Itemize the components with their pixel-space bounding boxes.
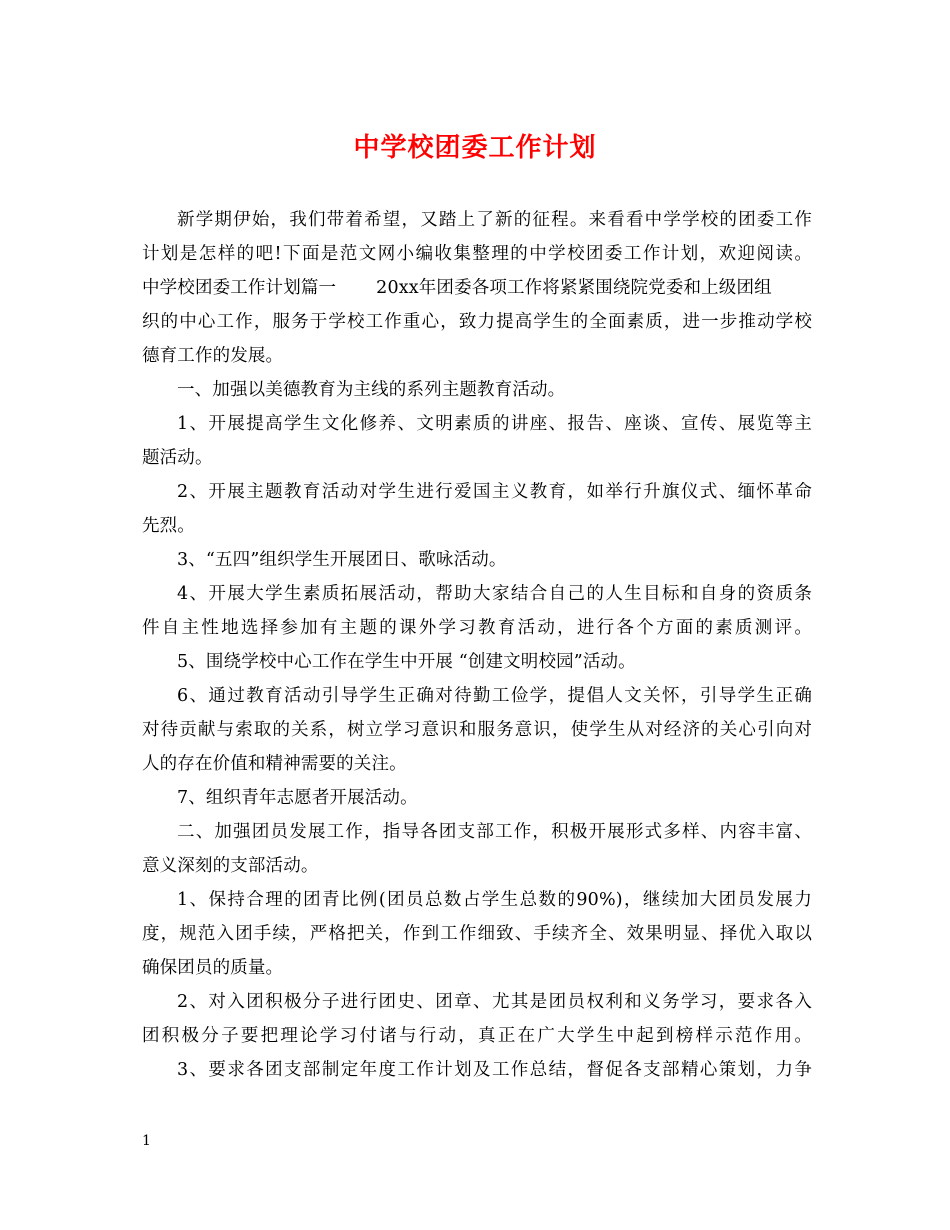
- document-body: [142, 203, 812, 1087]
- paragraph-line: 2、开展主题教育活动对学生进行爱国主义教育，如举行升旗仪式、缅怀革命: [177, 482, 812, 502]
- paragraph-line: 度，规范入团手续，严格把关，作到工作细致、手续齐全、效果明显、择优入取以: [142, 924, 812, 944]
- paragraph-line: 6、通过教育活动引导学生正确对待勤工俭学，提倡人文关怀，引导学生正确: [177, 686, 812, 706]
- paragraph-line: 确保团员的质量。: [142, 958, 284, 978]
- paragraph-line: 计划是怎样的吧!下面是范文网小编收集整理的中学校团委工作计划，欢迎阅读。: [142, 244, 812, 264]
- section-label: 中学校团委工作计划篇一: [142, 278, 337, 298]
- paragraph-line: 3、要求各团支部制定年度工作计划及工作总结，督促各支部精心策划，力争: [177, 1060, 812, 1080]
- paragraph-line: 1、开展提高学生文化修养、文明素质的讲座、报告、座谈、宣传、展览等主: [177, 414, 812, 434]
- paragraph-line: 1、保持合理的团青比例(团员总数占学生总数的90%)，继续加大团员发展力: [177, 890, 812, 910]
- paragraph-line: 2、对入团积极分子进行团史、团章、尤其是团员权利和义务学习，要求各入: [177, 992, 812, 1012]
- paragraph-line: 先烈。: [142, 516, 195, 536]
- paragraph-line-mixed: [142, 271, 812, 305]
- page-number: 1: [142, 1133, 151, 1149]
- section-heading: 一、加强以美德教育为主线的系列主题教育活动。: [177, 380, 566, 400]
- paragraph-line: 5、围绕学校中心工作在学生中开展 “创建文明校园”活动。: [177, 652, 636, 672]
- document-title: 中学校团委工作计划: [353, 133, 597, 163]
- section-heading: 二、加强团员发展工作，指导各团支部工作，积极开展形式多样、内容丰富、: [177, 822, 812, 842]
- paragraph-line: 新学期伊始，我们带着希望，又踏上了新的征程。来看看中学学校的团委工作: [177, 210, 812, 230]
- paragraph-line: 意义深刻的支部活动。: [142, 856, 319, 876]
- paragraph-line: 人的存在价值和精神需要的关注。: [142, 754, 407, 774]
- paragraph-line: 题活动。: [142, 448, 213, 468]
- paragraph-line: 团积极分子要把理论学习付诸与行动，真正在广大学生中起到榜样示范作用。: [142, 1026, 812, 1046]
- paragraph-line: 对待贡献与索取的关系，树立学习意识和服务意识，使学生从对经济的关心引向对: [142, 720, 812, 740]
- paragraph-line: 3、“五四”组织学生开展团日、歌咏活动。: [177, 550, 507, 570]
- paragraph-line: 织的中心工作，服务于学校工作重心，致力提高学生的全面素质，进一步推动学校: [142, 312, 812, 332]
- paragraph-line: 4、开展大学生素质拓展活动，帮助大家结合自己的人生目标和自身的资质条: [177, 584, 812, 604]
- paragraph-line: 7、组织青年志愿者开展活动。: [177, 788, 418, 808]
- paragraph-line: 件自主性地选择参加有主题的课外学习教育活动，进行各个方面的素质测评。: [142, 618, 812, 638]
- paragraph-text: 20xx年团委各项工作将紧紧围绕院党委和上级团组: [376, 278, 772, 298]
- paragraph-line: 德育工作的发展。: [142, 346, 284, 366]
